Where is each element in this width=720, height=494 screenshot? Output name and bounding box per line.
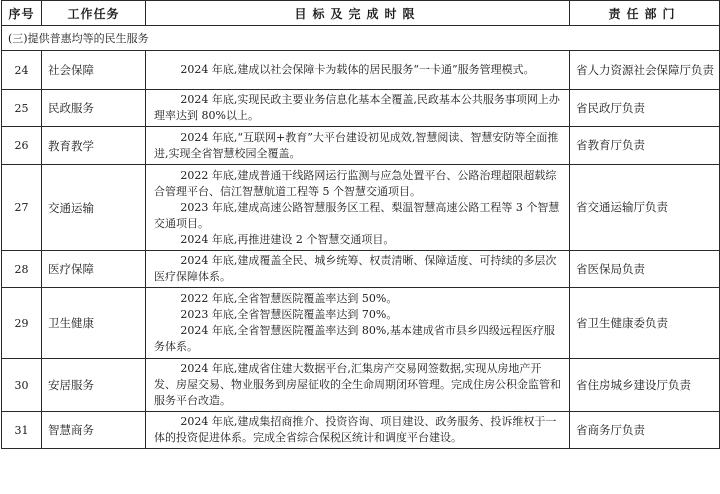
header-row [2,1,720,26]
header-dept: 责任部门 [570,1,720,26]
table-row [2,51,720,90]
task-name: 交通运输 [42,165,146,251]
responsible-dept: 省住房城乡建设厅负责 [570,359,720,412]
table-row [2,288,720,359]
goal-text: 2023 年底,建成高速公路智慧服务区工程、梨温智慧高速公路工程等 3 个智慧交通项目。 [154,200,560,230]
responsible-dept: 省交通运输厅负责 [570,165,720,251]
table-row [2,359,720,412]
goal-text: 2024 年底,建成集招商推介、投资咨询、项目建设、政务服务、投诉维权于一体的投资促进体系。完成全省综合保税区统计和调度平台建设。 [154,415,557,444]
goal-cell [146,359,570,412]
goal-text: 2024 年底,建成以社会保障卡为载体的居民服务“一卡通”服务管理模式。 [180,63,535,76]
goal-cell [146,288,570,359]
task-name: 卫生健康 [42,288,146,359]
row-number: 31 [2,412,42,449]
goal-text: 2023 年底,全省智慧医院覆盖率达到 70%。 [180,308,398,321]
goal-text: 2024 年底,建成省住建大数据平台,汇集房产交易网签数据,实现从房地产开发、房屋交易、物业服务到房屋征收的全生命周期闭环管理。完成住房公积金监管和服务平台改造。 [154,362,561,407]
table-row [2,90,720,127]
row-number: 28 [2,251,42,288]
header-no: 序号 [2,1,42,26]
responsible-dept: 省商务厅负责 [570,412,720,449]
task-name: 安居服务 [42,359,146,412]
responsible-dept: 省民政厅负责 [570,90,720,127]
row-number: 29 [2,288,42,359]
goal-text: 2024 年底,建成覆盖全民、城乡统筹、权责清晰、保障适度、可持续的多层次医疗保障体系。 [154,254,557,283]
goal-cell [146,127,570,165]
goal-cell [146,165,570,251]
task-name: 民政服务 [42,90,146,127]
goal-text: 2024 年底,实现民政主要业务信息化基本全覆盖,民政基本公共服务事项网上办理率达到 80%以上。 [154,93,560,122]
responsible-dept: 省医保局负责 [570,251,720,288]
responsible-dept: 省卫生健康委负责 [570,288,720,359]
task-name: 医疗保障 [42,251,146,288]
goal-cell [146,51,570,90]
header-goal: 目标及完成时限 [146,1,570,26]
goal-text: 2024 年底,全省智慧医院覆盖率达到 80%,基本建成省市县乡四级远程医疗服务体系。 [154,324,555,353]
table-row [2,127,720,165]
task-name: 智慧商务 [42,412,146,449]
table-row [2,251,720,288]
row-number: 26 [2,127,42,165]
table-row [2,165,720,251]
section-title: (三)提供普惠均等的民生服务 [2,26,720,51]
row-number: 24 [2,51,42,90]
table-row [2,412,720,449]
goal-text: 2024 年底,“互联网+教育”大平台建设初见成效,智慧阅读、智慧安防等全面推进,实现全省智慧校园全覆盖。 [154,130,559,160]
task-name: 教育教学 [42,127,146,165]
goal-cell [146,412,570,449]
goal-text: 2022 年底,建成普通干线路网运行监测与应急处置平台、公路治理超限超载综合管理平台、信江智慧航道工程等 5 个智慧交通项目。 [154,168,557,198]
task-name: 社会保障 [42,51,146,90]
responsible-dept: 省教育厅负责 [570,127,720,165]
goal-text: 2022 年底,全省智慧医院覆盖率达到 50%。 [180,292,398,305]
goal-cell [146,90,570,127]
row-number: 25 [2,90,42,127]
responsible-dept: 省人力资源社会保障厅负责 [570,51,720,90]
row-number: 27 [2,165,42,251]
header-task: 工作任务 [42,1,146,26]
goal-cell [146,251,570,288]
goal-text: 2024 年底,再推进建设 2 个智慧交通项目。 [180,232,395,246]
row-number: 30 [2,359,42,412]
section-row [2,26,720,51]
task-table [1,0,720,449]
